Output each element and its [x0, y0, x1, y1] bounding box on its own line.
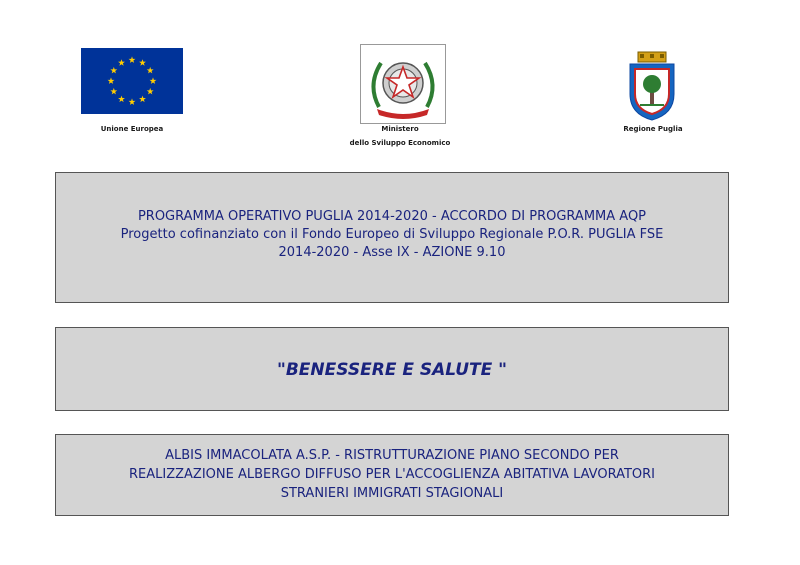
program-line-3: 2014-2020 - Asse IX - AZIONE 9.10	[278, 245, 506, 260]
project-title: "BENESSERE E SALUTE "	[276, 360, 507, 380]
eu-star-icon	[139, 59, 146, 66]
region-shield-icon	[626, 50, 678, 122]
project-title-box	[55, 327, 729, 411]
eu-star-icon	[118, 59, 125, 66]
ministry-caption-block	[330, 122, 470, 150]
eu-star-icon	[108, 77, 115, 84]
eu-stars-icon	[81, 48, 183, 114]
eu-star-icon	[118, 96, 125, 103]
eu-star-icon	[147, 67, 154, 74]
eu-star-icon	[150, 77, 157, 84]
italian-republic-emblem-logo	[360, 44, 446, 124]
eu-star-icon	[129, 98, 136, 105]
ministry-caption-line1: Ministero	[381, 125, 419, 133]
eu-star-icon	[110, 67, 117, 74]
eu-star-icon	[139, 96, 146, 103]
region-caption: Regione Puglia	[623, 125, 683, 133]
region-caption-block	[603, 122, 703, 136]
eu-caption: Unione Europea	[100, 125, 164, 133]
eu-star-icon	[110, 88, 117, 95]
eu-flag-logo	[81, 48, 183, 114]
regione-puglia-logo	[626, 50, 678, 122]
emblem-icon	[361, 45, 445, 123]
program-line-1: PROGRAMMA OPERATIVO PUGLIA 2014-2020 - ACCORDO DI PROGRAMMA AQP	[137, 209, 647, 224]
project-line-3: STRANIERI IMMIGRATI STAGIONALI	[280, 486, 504, 501]
ministry-caption-line2: dello Sviluppo Economico	[349, 139, 451, 147]
program-line-2: Progetto cofinanziato con il Fondo Europeo di Sviluppo Regionale P.O.R. PUGLIA FSE	[120, 227, 664, 242]
program-info-box	[55, 172, 729, 303]
eu-star-icon	[129, 56, 136, 63]
eu-caption-block	[81, 122, 183, 136]
project-line-1: ALBIS IMMACOLATA A.S.P. - RISTRUTTURAZIONE PIANO SECONDO PER	[165, 448, 619, 463]
eu-star-icon	[147, 88, 154, 95]
project-line-2: REALIZZAZIONE ALBERGO DIFFUSO PER L'ACCOGLIENZA ABITATIVA LAVORATORI	[129, 467, 655, 482]
project-description-box	[55, 434, 729, 516]
